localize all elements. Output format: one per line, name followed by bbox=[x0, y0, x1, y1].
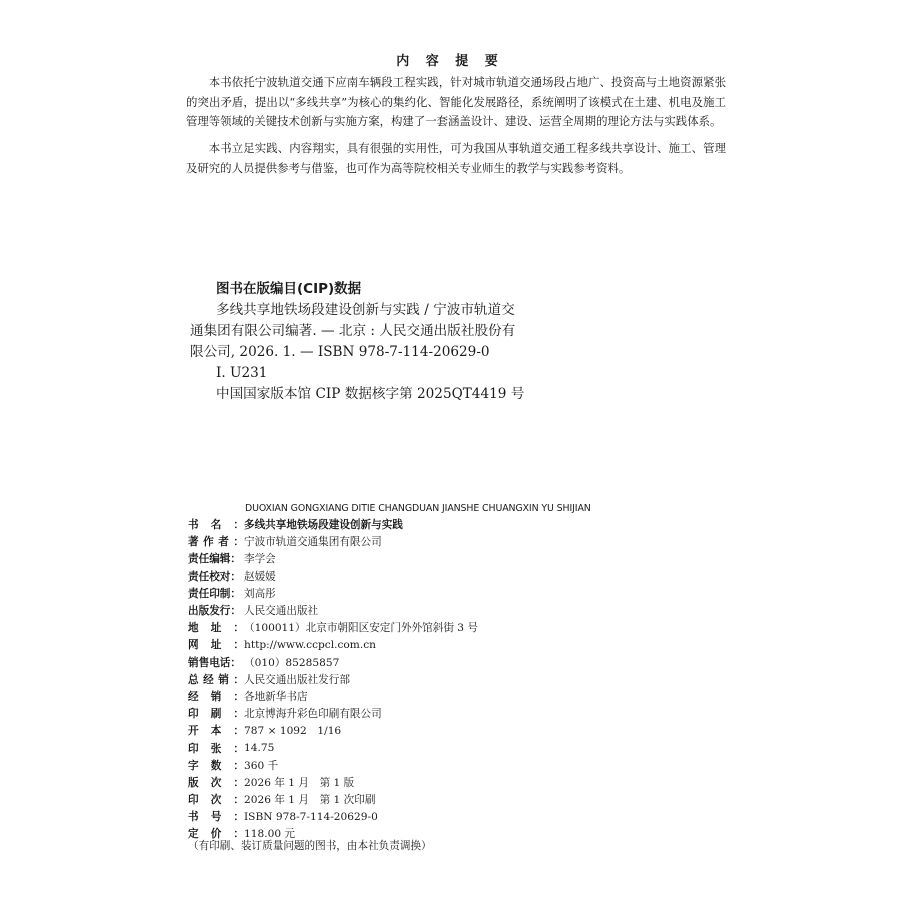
colophon-label: 出 版 发 行 ： bbox=[188, 605, 241, 618]
colophon-value: 14.75 bbox=[244, 742, 275, 755]
colophon-row bbox=[188, 533, 688, 550]
colophon-table bbox=[188, 516, 688, 843]
colophon-label: 著 作 者 ： bbox=[188, 536, 244, 549]
colophon-value: 赵媛媛 bbox=[244, 570, 276, 583]
colophon-value: 360 千 bbox=[244, 759, 279, 772]
colophon-row bbox=[188, 722, 688, 739]
colophon-row bbox=[188, 739, 688, 756]
colophon-label: 销 售 电 话 ： bbox=[188, 656, 241, 669]
colophon-label: 字 数 ： bbox=[188, 759, 244, 772]
colophon-row bbox=[188, 550, 688, 567]
summary-paragraph-1: 本书依托宁波轨道交通下应南车辆段工程实践，针对城市轨道交通场段占地广、投资高与土地资源紧张的突出矛盾，提出以“多线共享”为核心的集约化、智能化发展路径，系统阐明了该模式在土建、机电及施工管理等领域的关键技术创新与实施方案，构建了一套涵盖设计、建设、运营全周期的理论方法与实践体系。 bbox=[186, 75, 726, 128]
colophon-value: 刘高彤 bbox=[244, 587, 276, 600]
colophon-label: 网 址 ： bbox=[188, 639, 244, 652]
cip-classification: Ⅰ. U231 bbox=[216, 365, 268, 381]
summary-title: 内 容 提 要 bbox=[396, 54, 504, 69]
colophon-value: 李学会 bbox=[244, 553, 276, 566]
colophon-row bbox=[188, 585, 688, 602]
colophon-value: 北京博海升彩色印刷有限公司 bbox=[244, 708, 382, 721]
title-pinyin: DUOXIAN GONGXIANG DITIE CHANGDUAN JIANSHE CHUANGXIN YU SHIJIAN bbox=[245, 503, 591, 514]
colophon-value: 人民交通出版社 bbox=[244, 605, 319, 618]
cip-title: 图书在版编目(CIP)数据 bbox=[216, 281, 362, 297]
colophon-value: 118.00 元 bbox=[244, 828, 296, 841]
colophon-row bbox=[188, 636, 688, 653]
cip-line-2: 通集团有限公司编著. — 北京 : 人民交通出版社股份有 bbox=[190, 323, 516, 339]
colophon-row bbox=[188, 774, 688, 791]
colophon-label: 版 次 ： bbox=[188, 776, 244, 789]
cip-line-3: 限公司, 2026. 1. — ISBN 978-7-114-20629-0 bbox=[190, 344, 490, 360]
colophon-label: 书 名 ： bbox=[188, 519, 244, 532]
summary-paragraph-2: 本书立足实践、内容翔实，具有很强的实用性，可为我国从事轨道交通工程多线共享设计、施工、管理及研究的人员提供参考与借鉴，也可作为高等院校相关专业师生的教学与实践参考资料。 bbox=[186, 141, 726, 175]
cip-line-1: 多线共享地铁场段建设创新与实践 / 宁波市轨道交 bbox=[216, 302, 515, 318]
colophon-value: 各地新华书店 bbox=[244, 690, 308, 703]
colophon-label: 责 任 编 辑 ： bbox=[188, 553, 241, 566]
colophon-row bbox=[188, 619, 688, 636]
colophon-value: （100011）北京市朝阳区安定门外外馆斜街 3 号 bbox=[244, 622, 479, 635]
colophon-value: 2026 年 1 月 第 1 次印刷 bbox=[244, 794, 376, 807]
colophon-row bbox=[188, 654, 688, 671]
colophon-value: http://www.ccpcl.com.cn bbox=[244, 638, 376, 651]
colophon-label: 定 价 ： bbox=[188, 828, 244, 841]
colophon-label: 责 任 校 对 ： bbox=[188, 570, 241, 583]
colophon-value: 2026 年 1 月 第 1 版 bbox=[244, 776, 355, 789]
colophon-value: 多线共享地铁场段建设创新与实践 bbox=[244, 519, 403, 532]
quality-note: （有印刷、装订质量问题的图书，由本社负责调换） bbox=[188, 840, 432, 852]
colophon-label: 地 址 ： bbox=[188, 622, 244, 635]
colophon-label: 开 本 ： bbox=[188, 725, 244, 738]
colophon-row bbox=[188, 688, 688, 705]
colophon-row bbox=[188, 568, 688, 585]
colophon-label: 经 销 ： bbox=[188, 690, 244, 703]
colophon-label: 书 号 ： bbox=[188, 811, 244, 824]
colophon-row bbox=[188, 791, 688, 808]
colophon-row bbox=[188, 516, 688, 533]
cip-approval-number: 中国国家版本馆 CIP 数据核字第 2025QT4419 号 bbox=[216, 386, 525, 402]
colophon-value: 787 × 1092 1/16 bbox=[244, 725, 342, 738]
colophon-value: （010）85285857 bbox=[244, 656, 340, 669]
colophon-row bbox=[188, 705, 688, 722]
colophon-value: 宁波市轨道交通集团有限公司 bbox=[244, 536, 382, 549]
colophon-row bbox=[188, 671, 688, 688]
colophon-value: 人民交通出版社发行部 bbox=[244, 673, 350, 686]
colophon-label: 印 次 ： bbox=[188, 794, 244, 807]
colophon-label: 责 任 印 制 ： bbox=[188, 587, 241, 600]
colophon-row bbox=[188, 808, 688, 825]
colophon-label: 印 刷 ： bbox=[188, 708, 244, 721]
colophon-value: ISBN 978-7-114-20629-0 bbox=[244, 810, 378, 823]
colophon-label: 印 张 ： bbox=[188, 742, 244, 755]
colophon-row bbox=[188, 602, 688, 619]
colophon-row bbox=[188, 757, 688, 774]
colophon-label: 总 经 销 ： bbox=[188, 673, 244, 686]
